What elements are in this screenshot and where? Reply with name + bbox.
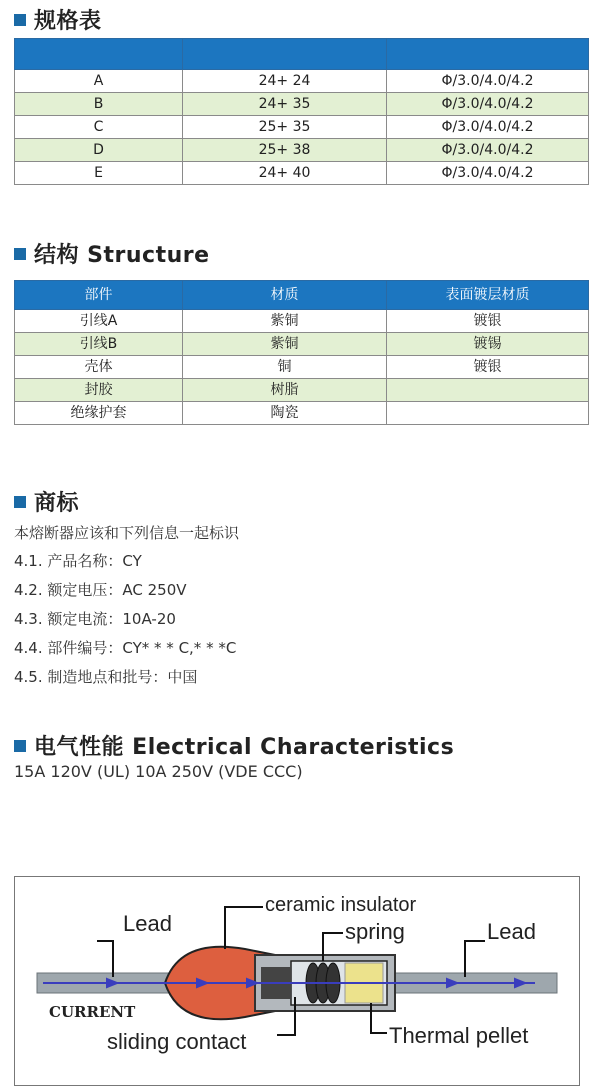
table-cell: D (15, 139, 183, 162)
table-cell (387, 379, 589, 402)
table-cell (387, 402, 589, 425)
bullet-square-icon (14, 248, 26, 260)
table-cell: Φ/3.0/4.0/4.2 (387, 116, 589, 139)
table-cell: 镀银 (387, 310, 589, 333)
fuse-diagram (14, 876, 580, 1086)
label-current: CURRENT (49, 1003, 136, 1021)
table-cell: Φ/3.0/4.0/4.2 (387, 162, 589, 185)
table-row (15, 333, 589, 356)
electrical-ratings: 15A 120V (UL) 10A 250V (VDE CCC) (14, 762, 303, 781)
electrical-section-title (14, 730, 454, 761)
structure-section-title (14, 238, 210, 269)
table-row (15, 356, 589, 379)
table-row (15, 70, 589, 93)
table-cell: 24+ 35 (183, 93, 387, 116)
label-lead-left: Lead (123, 911, 172, 936)
table-cell: 24+ 40 (183, 162, 387, 185)
marking-intro: 本熔断器应该和下列信息一起标识 (14, 524, 240, 542)
label-lead-right: Lead (487, 919, 536, 944)
table-cell: 绝缘护套 (15, 402, 183, 425)
table-cell: 树脂 (183, 379, 387, 402)
structure-table (14, 280, 589, 425)
table-cell: Φ/3.0/4.0/4.2 (387, 93, 589, 116)
label-spring: spring (345, 919, 405, 944)
table-cell: 25+ 35 (183, 116, 387, 139)
marking-title-text: 商标 (34, 491, 80, 516)
spec-header-cell (15, 39, 183, 70)
table-cell: 紫铜 (183, 310, 387, 333)
spec-table (14, 38, 589, 185)
table-cell: 封胶 (15, 379, 183, 402)
table-cell: 镀锡 (387, 333, 589, 356)
table-cell: 紫铜 (183, 333, 387, 356)
table-row (15, 379, 589, 402)
table-cell: 引线B (15, 333, 183, 356)
bullet-square-icon (14, 496, 26, 508)
bullet-square-icon (14, 740, 26, 752)
table-row (15, 93, 589, 116)
table-cell: 引线A (15, 310, 183, 333)
label-ceramic: ceramic insulator (265, 894, 417, 916)
table-cell: 镀银 (387, 356, 589, 379)
electrical-title-text: 电气性能 Electrical Characteristics (34, 735, 455, 760)
table-cell: 陶瓷 (183, 402, 387, 425)
fuse-diagram-svg (15, 877, 579, 1085)
table-cell: E (15, 162, 183, 185)
marking-item: 4.2. 额定电压：AC 250V (14, 581, 187, 599)
structure-header-cell: 部件 (15, 281, 183, 310)
table-row (15, 310, 589, 333)
table-row (15, 139, 589, 162)
marking-item: 4.4. 部件编号：CY* * * C,* * *C (14, 639, 237, 657)
table-cell: 24+ 24 (183, 70, 387, 93)
table-cell: Φ/3.0/4.0/4.2 (387, 70, 589, 93)
table-cell: 铜 (183, 356, 387, 379)
table-cell: 25+ 38 (183, 139, 387, 162)
table-row (15, 162, 589, 185)
label-sliding-contact: sliding contact (107, 1029, 247, 1054)
table-row (15, 402, 589, 425)
table-cell: 壳体 (15, 356, 183, 379)
bullet-square-icon (14, 14, 26, 26)
table-cell: A (15, 70, 183, 93)
spec-header-row (15, 39, 589, 70)
label-thermal-pellet: Thermal pellet (389, 1023, 529, 1048)
marking-item: 4.1. 产品名称：CY (14, 552, 142, 570)
table-cell: Φ/3.0/4.0/4.2 (387, 139, 589, 162)
marking-section-title (14, 486, 79, 517)
marking-item: 4.5. 制造地点和批号：中国 (14, 668, 198, 686)
spec-section-title (14, 4, 102, 35)
spec-header-cell (387, 39, 589, 70)
table-cell: B (15, 93, 183, 116)
structure-title-text: 结构 Structure (34, 243, 210, 268)
table-cell: C (15, 116, 183, 139)
spec-title-text: 规格表 (34, 9, 102, 34)
structure-header-cell: 材质 (183, 281, 387, 310)
table-row (15, 116, 589, 139)
spec-header-cell (183, 39, 387, 70)
structure-header-row (15, 281, 589, 310)
marking-item: 4.3. 额定电流：10A-20 (14, 610, 176, 628)
structure-header-cell: 表面镀层材质 (387, 281, 589, 310)
